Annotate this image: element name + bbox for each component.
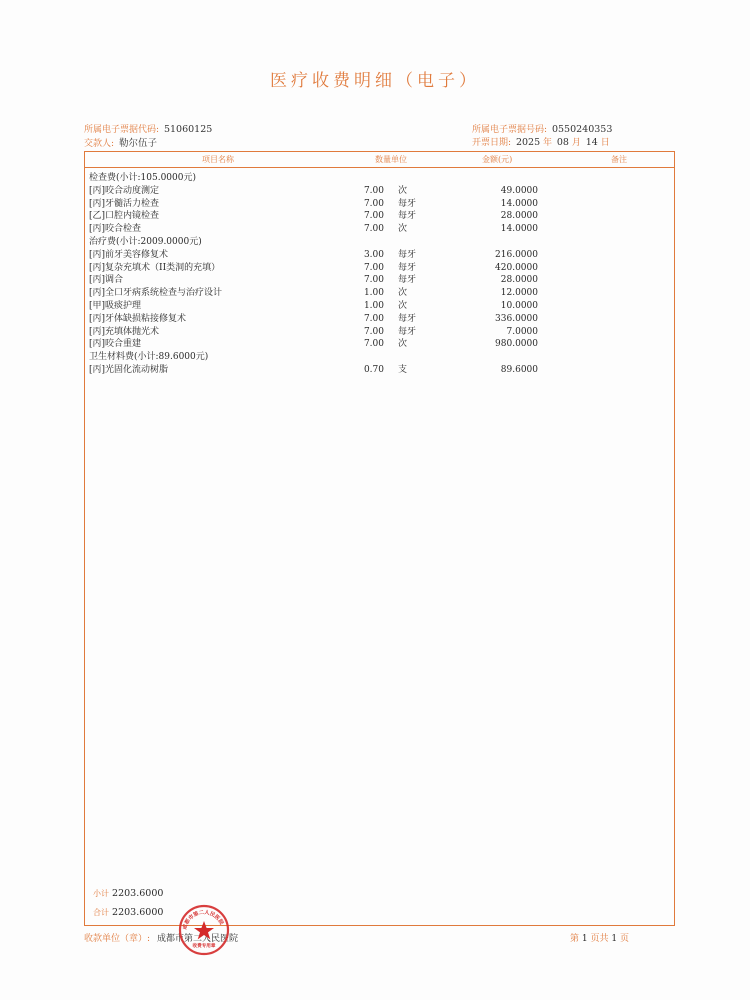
item-amount: 980.0000 <box>495 339 538 350</box>
official-seal-icon <box>178 904 230 956</box>
payer-value: 勒尔伍子 <box>118 138 157 149</box>
invoice-code-value: 51060125 <box>163 124 213 135</box>
item-name: [丙]调合 <box>89 275 124 286</box>
item-amount: 49.0000 <box>500 185 538 196</box>
invoice-number-line: 所属电子票据号码: 0550240353 <box>472 124 613 135</box>
item-quantity: 7.00 <box>363 313 384 324</box>
invoice-code-line: 所属电子票据代码: 51060125 <box>84 124 213 135</box>
item-quantity: 7.00 <box>363 185 384 196</box>
item-quantity: 7.00 <box>363 326 384 337</box>
column-header-item: 项目名称 <box>202 155 234 164</box>
payer-line: 交款人: 勒尔伍子 <box>84 138 157 149</box>
page-suffix: 页 <box>620 934 630 944</box>
table-row <box>0 262 750 275</box>
item-amount: 89.6000 <box>500 365 538 375</box>
document-title: 医疗收费明细（电子） <box>270 71 480 91</box>
item-quantity: 7.00 <box>363 224 384 235</box>
category-label: 检查费(小计:105.0000元) <box>89 173 196 183</box>
table-row <box>0 210 750 223</box>
table-header <box>84 151 675 168</box>
item-name: [丙]前牙美容修复术 <box>89 249 169 260</box>
page-indicator <box>570 931 629 944</box>
svg-text:收费专用章: 收费专用章 <box>192 944 216 949</box>
total-value: 2203.6000 <box>112 907 164 918</box>
item-unit: 次 <box>398 224 408 235</box>
item-amount: 7.0000 <box>506 326 538 337</box>
payee-label: 收款单位（章） <box>84 934 148 944</box>
table-row <box>0 300 750 313</box>
payee-value: 成都市第二人民医院 <box>156 934 238 944</box>
subtotal-label: 小计 <box>93 889 109 898</box>
category-row <box>0 236 750 249</box>
item-quantity: 3.00 <box>363 249 384 260</box>
item-name: [丙]复杂充填术（II类洞的充填） <box>89 262 221 273</box>
table-row <box>0 364 750 377</box>
issue-date-year: 2025 <box>515 137 541 148</box>
item-quantity: 0.70 <box>363 365 384 375</box>
table-row <box>0 313 750 326</box>
item-name: [丙]光固化流动树脂 <box>89 365 169 375</box>
item-name: [丙]全口牙病系统检查与治疗设计 <box>89 288 223 299</box>
table-row <box>0 185 750 198</box>
issue-date-label: 开票日期 <box>472 138 509 148</box>
issue-date-day: 14 <box>585 137 598 148</box>
item-quantity: 7.00 <box>363 211 384 222</box>
svg-text:成都市第二人民医院: 成都市第二人民医院 <box>182 909 225 931</box>
item-amount: 216.0000 <box>495 249 538 260</box>
table-row <box>0 274 750 287</box>
item-quantity: 7.00 <box>363 275 384 286</box>
item-name: [丙]牙体缺损粘接修复术 <box>89 313 187 324</box>
item-unit: 次 <box>398 185 408 196</box>
item-name: [丙]咬合动度测定 <box>89 185 160 196</box>
total-line <box>93 907 163 918</box>
item-quantity: 1.00 <box>363 288 384 299</box>
category-label: 治疗费(小计:2009.0000元) <box>89 237 202 247</box>
item-amount: 12.0000 <box>500 288 538 299</box>
item-name: [丙]牙髓活力检查 <box>89 198 160 209</box>
item-name: [甲]吸痰护理 <box>89 301 142 311</box>
item-quantity: 7.00 <box>363 198 384 209</box>
item-amount: 28.0000 <box>500 211 538 222</box>
item-amount: 14.0000 <box>500 198 538 209</box>
item-unit: 每牙 <box>398 249 417 260</box>
page-current: 1 <box>581 934 588 944</box>
column-header-qty-unit: 数量单位 <box>375 155 407 164</box>
item-amount: 336.0000 <box>495 313 538 324</box>
item-unit: 支 <box>398 365 408 375</box>
item-amount: 10.0000 <box>500 301 538 311</box>
year-unit: 年 <box>543 138 553 148</box>
issue-date-line: 开票日期: 2025 年 08 月 14 日 <box>472 137 610 148</box>
category-row <box>0 172 750 185</box>
page-prefix: 第 <box>570 934 580 944</box>
table-row <box>0 326 750 339</box>
item-name: [丙]咬合重建 <box>89 339 142 350</box>
table-row <box>0 198 750 211</box>
item-unit: 每牙 <box>398 275 417 286</box>
payee-line: 收款单位（章）: 成都市第二人民医院 <box>84 934 238 944</box>
item-unit: 每牙 <box>398 198 417 209</box>
item-unit: 次 <box>398 301 408 311</box>
category-label: 卫生材料费(小计:89.6000元) <box>89 352 209 363</box>
invoice-code-label: 所属电子票据代码 <box>84 125 157 135</box>
item-unit: 次 <box>398 288 408 299</box>
item-quantity: 1.00 <box>363 301 384 311</box>
item-quantity: 7.00 <box>363 339 384 350</box>
invoice-number-label: 所属电子票据号码 <box>472 125 545 135</box>
item-unit: 次 <box>398 339 408 350</box>
item-name: [丙]充填体抛光术 <box>89 326 160 337</box>
issue-date-month: 08 <box>556 137 569 148</box>
total-label: 合计 <box>93 908 109 917</box>
subtotal-value: 2203.6000 <box>112 888 164 899</box>
table-row <box>0 249 750 262</box>
day-unit: 日 <box>600 138 610 148</box>
table-row <box>0 223 750 236</box>
table-row <box>0 287 750 300</box>
page-total: 1 <box>611 934 618 944</box>
invoice-number-value: 0550240353 <box>551 124 613 135</box>
column-header-amount: 金额(元) <box>482 155 513 164</box>
item-name: [乙]口腔内镜检查 <box>89 211 160 222</box>
item-name: [丙]咬合检查 <box>89 224 142 235</box>
item-unit: 每牙 <box>398 211 417 222</box>
page-mid: 页共 <box>590 934 609 944</box>
item-unit: 每牙 <box>398 326 417 337</box>
item-quantity: 7.00 <box>363 262 384 273</box>
item-amount: 28.0000 <box>500 275 538 286</box>
month-unit: 月 <box>571 138 581 148</box>
item-amount: 14.0000 <box>500 224 538 235</box>
item-amount: 420.0000 <box>495 262 538 273</box>
payer-label: 交款人 <box>84 139 112 149</box>
column-header-remark: 备注 <box>611 155 627 164</box>
subtotal-line <box>93 888 163 899</box>
table-row <box>0 338 750 351</box>
item-unit: 每牙 <box>398 313 417 324</box>
category-row <box>0 351 750 364</box>
item-unit: 每牙 <box>398 262 417 273</box>
